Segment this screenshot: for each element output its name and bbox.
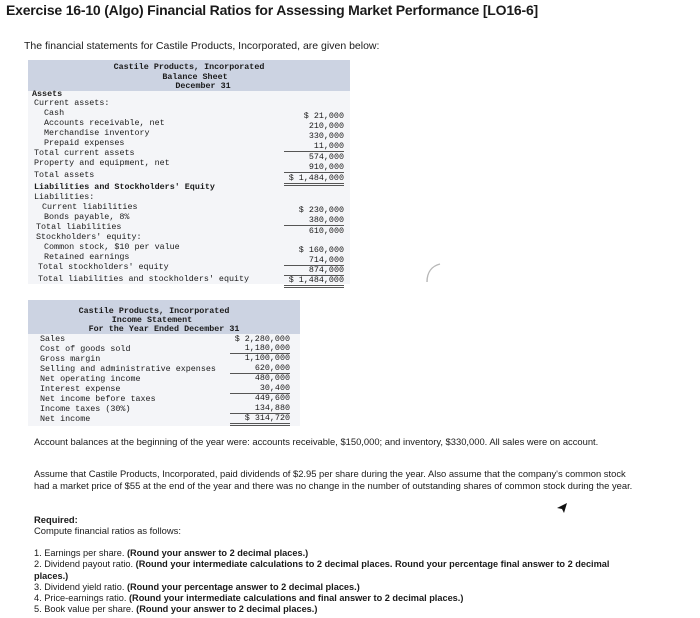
bs-row-label: Stockholders' equity: bbox=[36, 232, 142, 242]
bs-row-amount: $ 1,484,000 bbox=[284, 275, 344, 288]
ratio-note: (Round your answer to 2 decimal places.) bbox=[126, 548, 309, 558]
ratio-item bbox=[34, 548, 634, 559]
is-row-label: Interest expense bbox=[40, 384, 121, 394]
income-statement bbox=[28, 300, 300, 426]
account-balances-text: Account balances at the beginning of the year were: accounts receivable, $150,000; and inventory, $330,000. All sales were on account. bbox=[34, 436, 599, 447]
cursor-mark-icon bbox=[424, 262, 444, 284]
balance-sheet-date: December 31 bbox=[175, 81, 231, 91]
is-row-label: Net operating income bbox=[40, 374, 141, 384]
bs-row-label: Prepaid expenses bbox=[44, 138, 125, 148]
is-row-amount: 30,400 bbox=[230, 383, 290, 394]
is-row-amount: $ 314,720 bbox=[230, 413, 290, 426]
ratio-text: 3. Dividend yield ratio. bbox=[34, 581, 125, 592]
bs-row-amount: $ 230,000 bbox=[298, 205, 344, 215]
bs-row-label: Accounts receivable, net bbox=[44, 118, 165, 128]
bs-row-label: Total assets bbox=[34, 170, 95, 180]
income-statement-company: Castile Products, Incorporated bbox=[78, 306, 230, 316]
bs-row-label: Current assets: bbox=[34, 98, 110, 108]
income-statement-header bbox=[28, 300, 300, 334]
is-row-label: Selling and administrative expenses bbox=[40, 364, 216, 374]
bs-row-amount: 874,000 bbox=[284, 265, 344, 276]
ratio-item bbox=[34, 559, 634, 582]
ratio-item bbox=[34, 593, 634, 604]
bs-row-label: Liabilities and Stockholders' Equity bbox=[34, 182, 215, 192]
bs-row-label: Total liabilities and stockholders' equity bbox=[38, 274, 250, 284]
ratio-text: 4. Price-earnings ratio. bbox=[34, 593, 127, 604]
bs-row-label: Cash bbox=[44, 108, 65, 118]
ratio-text: 5. Book value per share. bbox=[34, 604, 134, 615]
bs-row-label: Merchandise inventory bbox=[44, 128, 150, 138]
bs-row-label: Bonds payable, 8% bbox=[44, 212, 130, 222]
bs-row-label: Total current assets bbox=[34, 148, 135, 158]
bs-row-amount: 574,000 bbox=[308, 152, 344, 162]
balance-sheet bbox=[28, 60, 350, 290]
assumption-text: Assume that Castile Products, Incorporated, paid dividends of $2.95 per share during the year. Also assume that the company's common stock had a market price of $55 at the end of the year and there was no change in the number of outstanding shares of common stock during the year. bbox=[34, 468, 633, 491]
bs-row-amount: 11,000 bbox=[284, 141, 344, 152]
ratio-text: 1. Earnings per share. bbox=[34, 548, 125, 558]
is-row-label: Net income bbox=[40, 414, 91, 424]
is-row-label: Gross margin bbox=[40, 354, 101, 364]
bs-row-amount: 910,000 bbox=[284, 162, 344, 173]
bs-row-amount: 610,000 bbox=[308, 226, 344, 236]
bs-row-label: Total liabilities bbox=[36, 222, 122, 232]
income-statement-body bbox=[28, 334, 300, 426]
exercise-title: Exercise 16-10 (Algo) Financial Ratios for Assessing Market Performance [LO16-6] bbox=[6, 2, 539, 18]
ratio-text: 2. Dividend payout ratio. bbox=[34, 559, 134, 570]
is-row-label: Income taxes (30%) bbox=[40, 404, 131, 414]
is-row-amount: $ 2,280,000 bbox=[234, 334, 290, 344]
balance-sheet-body bbox=[28, 91, 350, 284]
required-subtitle: Compute financial ratios as follows: bbox=[34, 525, 181, 536]
is-row-amount: 134,880 bbox=[230, 403, 290, 414]
ratio-note: (Round your answer to 2 decimal places.) bbox=[136, 604, 318, 615]
bs-row-amount: 210,000 bbox=[308, 121, 344, 131]
balance-sheet-header bbox=[28, 60, 350, 91]
ratio-note: (Round your intermediate calculations to 2 decimal places. Round your percentage final answer to 2 decimal places.) bbox=[34, 559, 610, 581]
is-row-label: Net income before taxes bbox=[40, 394, 156, 404]
bs-row-label: Current liabilities bbox=[42, 202, 138, 212]
bs-row-label: Liabilities: bbox=[34, 192, 95, 202]
ratio-item bbox=[34, 604, 634, 615]
bs-row-label: Assets bbox=[32, 89, 63, 99]
bs-row-label: Retained earnings bbox=[44, 252, 130, 262]
is-row-label: Cost of goods sold bbox=[40, 344, 131, 354]
is-row-amount: 480,000 bbox=[254, 373, 290, 383]
bs-row-amount: $ 1,484,000 bbox=[284, 173, 344, 186]
is-row-amount: 1,180,000 bbox=[230, 343, 290, 354]
ratio-list bbox=[34, 548, 634, 616]
required-heading: Required: bbox=[34, 514, 78, 525]
bs-row-label: Common stock, $10 per value bbox=[44, 242, 180, 252]
bs-row-label: Property and equipment, net bbox=[34, 158, 170, 168]
income-statement-period: For the Year Ended December 31 bbox=[88, 324, 240, 334]
mouse-pointer-icon bbox=[556, 502, 568, 514]
bs-row-label: Total stockholders' equity bbox=[38, 262, 169, 272]
bs-row-amount: 330,000 bbox=[308, 131, 344, 141]
bs-row-amount: 380,000 bbox=[284, 215, 344, 226]
bs-row-amount: 714,000 bbox=[284, 255, 344, 266]
bs-row-amount: $ 21,000 bbox=[303, 111, 344, 121]
intro-text: The financial statements for Castile Products, Incorporated, are given below: bbox=[24, 40, 380, 52]
is-row-amount: 449,600 bbox=[254, 393, 290, 403]
is-row-amount: 1,100,000 bbox=[244, 353, 290, 363]
balance-sheet-company: Castile Products, Incorporated bbox=[113, 62, 265, 72]
bs-row-amount: $ 160,000 bbox=[298, 245, 344, 255]
balance-sheet-name: Balance Sheet bbox=[162, 72, 228, 82]
ratio-note: (Round your intermediate calculations and final answer to 2 decimal places.) bbox=[129, 593, 464, 604]
income-statement-name: Income Statement bbox=[111, 315, 193, 325]
is-row-label: Sales bbox=[40, 334, 66, 344]
ratio-item bbox=[34, 582, 634, 593]
is-row-amount: 620,000 bbox=[230, 363, 290, 374]
ratio-note: (Round your percentage answer to 2 decimal places.) bbox=[126, 581, 360, 592]
